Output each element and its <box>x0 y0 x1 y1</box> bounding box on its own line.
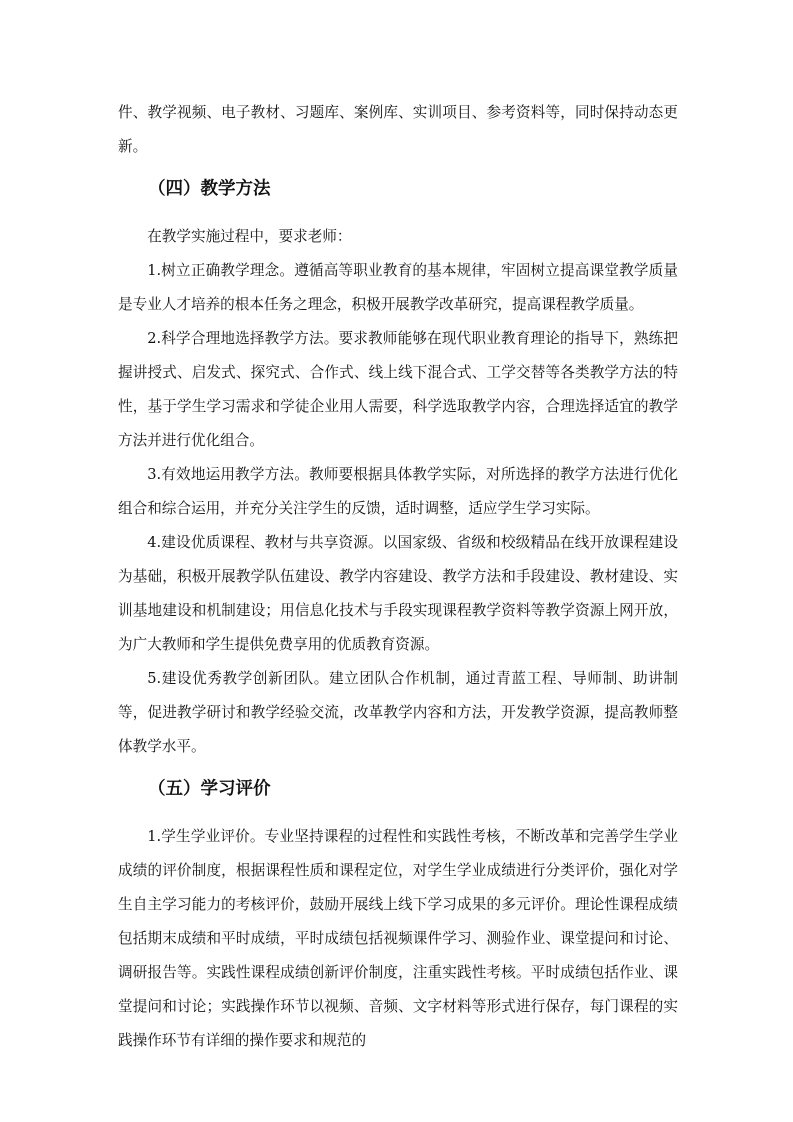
section-heading-teaching-methods: （四）教学方法 <box>148 179 271 199</box>
continued-paragraph: 件、教学视频、电子教材、习题库、案例库、实训项目、参考资料等，同时保持动态更新。 <box>118 104 678 155</box>
list-item: 5.建设优秀教学创新团队。建立团队合作机制，通过青蓝工程、导师制、助讲制等，促进教学研讨和教学经验交流，改革教学内容和方法，开发教学资源，提高教师整体教学水平。 <box>118 670 678 755</box>
list-item: 1.学生学业评价。专业坚持课程的过程性和实践性考核，不断改革和完善学生学业成绩的评价制度，根据课程性质和课程定位，对学生学业成绩进行分类评价，强化对学生自主学习能力的考核评价，鼓励开展线上线下学习成果的多元评价。理论性课程成绩包括期末成绩和平时成绩，平时成绩包括视频课件学习、测验作业、课堂提问和讨论、调研报告等。实践性课程成绩创新评价制度，注重实践性考核。平时成绩包括作业、课堂提问和讨论；实践操作环节以视频、音频、文字材料等形式进行保存，每门课程的实践操作环节有详细的操作要求和规范的 <box>118 828 678 1049</box>
list-item: 1.树立正确教学理念。遵循高等职业教育的基本规律，牢固树立提高课堂教学质量是专业人才培养的根本任务之理念，积极开展教学改革研究，提高课程教学质量。 <box>118 262 678 313</box>
section-heading-learning-evaluation: （五）学习评价 <box>148 779 271 799</box>
list-item: 4.建设优质课程、教材与共享资源。以国家级、省级和校级精品在线开放课程建设为基础，积极开展教学队伍建设、教学内容建设、教学方法和手段建设、教材建设、实训基地建设和机制建设；用信息化技术与手段实现课程教学资料等教学资源上网开放，为广大教师和学生提供免费享用的优质教育资源。 <box>118 534 678 653</box>
section-intro: 在教学实施过程中，要求老师： <box>147 228 352 245</box>
list-item: 2.科学合理地选择教学方法。要求教师能够在现代职业教育理论的指导下，熟练把握讲授式、启发式、探究式、合作式、线上线下混合式、工学交替等各类教学方法的特性，基于学生学习需求和学徒企业用人需要，科学选取教学内容，合理选择适宜的教学方法并进行优化组合。 <box>118 330 678 449</box>
list-item: 3.有效地运用教学方法。教师要根据具体教学实际，对所选择的教学方法进行优化组合和综合运用，并充分关注学生的反馈，适时调整，适应学生学习实际。 <box>118 466 678 517</box>
document-body <box>118 96 678 1058</box>
